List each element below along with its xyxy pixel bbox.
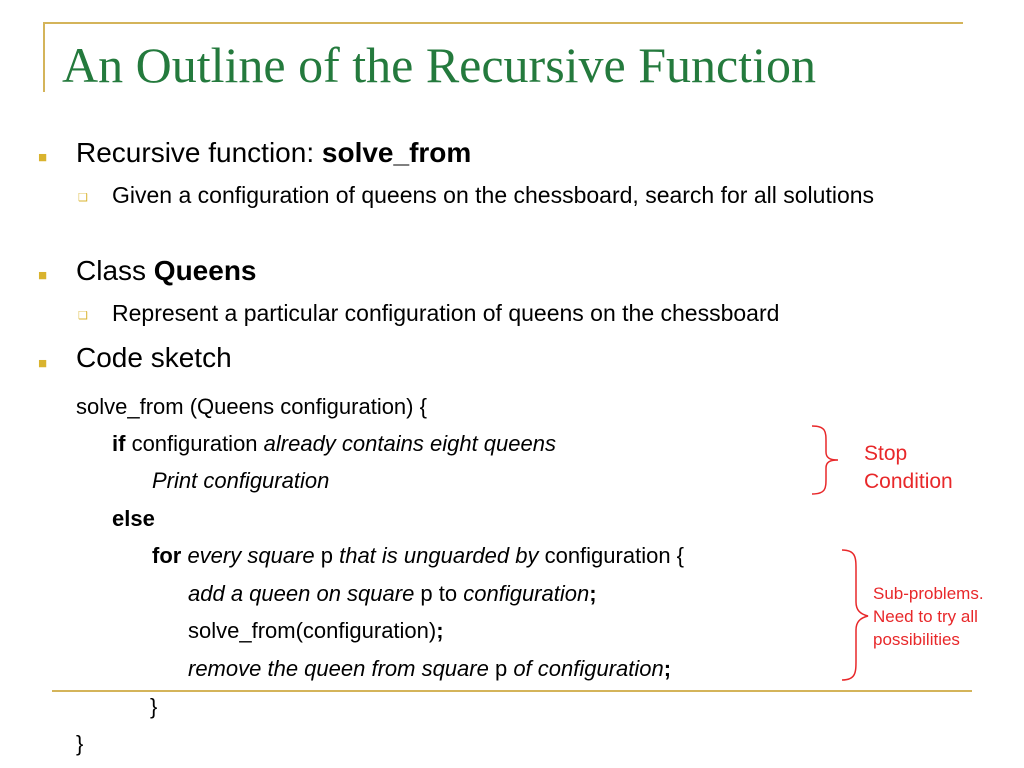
code-line-close-outer: }: [76, 731, 84, 756]
hollow-square-bullet-icon: ❑: [78, 310, 88, 322]
code-line-if: if configuration already contains eight queens: [112, 431, 556, 456]
bullet-recursive-function: [76, 137, 471, 169]
code-line-else: else: [112, 506, 155, 531]
sub-bullet-search: Given a configuration of queens on the chessboard, search for all solutions: [112, 182, 875, 208]
square-bullet-icon: ■: [38, 267, 48, 284]
code-line-add: add a queen on square p to configuration;: [188, 581, 597, 606]
bottom-rule: [52, 690, 972, 692]
code-line-remove: remove the queen from square p of configuration;: [188, 656, 672, 681]
bullet-text: Class: [76, 255, 154, 286]
bullet-text: Recursive function:: [76, 137, 322, 168]
sub-bullet-represent: Represent a particular configuration of queens on the chessboard: [112, 300, 780, 326]
stop-brace-icon: [808, 424, 842, 496]
code-line-print: Print configuration: [152, 468, 330, 493]
subproblems-brace-icon: [838, 548, 872, 682]
code-line-for: for every square p that is unguarded by configuration {: [152, 543, 685, 568]
code-line-signature: solve_from (Queens configuration) {: [76, 394, 427, 419]
hollow-square-bullet-icon: ❑: [78, 192, 88, 204]
bullet-bold: solve_from: [321, 137, 472, 168]
slide-title: An Outline of the Recursive Function: [62, 37, 817, 93]
subproblems-note: Sub-problems. Need to try all possibilities: [873, 584, 984, 649]
left-rule: [43, 22, 45, 92]
top-rule: [43, 22, 963, 24]
code-line-close-inner: }: [150, 694, 158, 719]
bullet-bold: Queens: [153, 255, 257, 286]
bullet-code-sketch: Code sketch: [76, 342, 232, 373]
square-bullet-icon: ■: [38, 149, 48, 166]
square-bullet-icon: ■: [38, 355, 48, 372]
stop-condition-note: Stop Condition: [864, 442, 953, 493]
code-line-recurse: solve_from(configuration);: [188, 618, 444, 643]
bullet-class-queens: [76, 255, 257, 287]
